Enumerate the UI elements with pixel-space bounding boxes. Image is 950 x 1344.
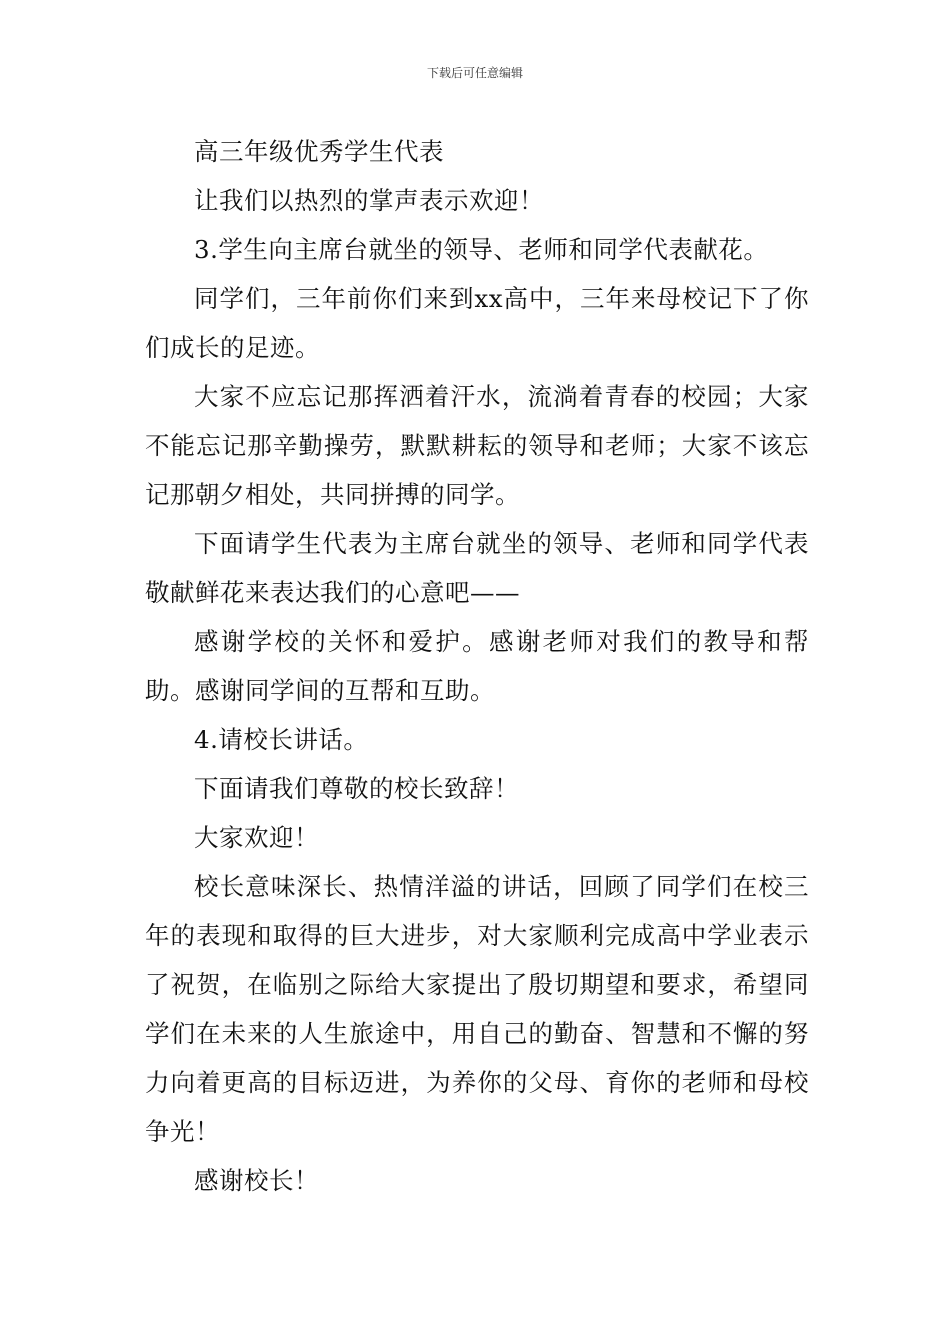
paragraph-do-not-forget: 大家不应忘记那挥洒着汗水，流淌着青春的校园；大家不能忘记那辛勤操劳，默默耕耘的领导和老师；大家不该忘记那朝夕相处，共同拼搏的同学。: [145, 382, 809, 509]
paragraph-thank-principal: 感谢校长！: [194, 1166, 319, 1195]
paragraph-present-flowers: 下面请学生代表为主席台就坐的领导、老师和同学代表敬献鲜花来表达我们的心意吧——: [145, 529, 809, 607]
paragraph-three-years: 同学们，三年前你们来到xx高中，三年来母校记下了你们成长的足迹。: [145, 284, 809, 362]
paragraph-principal-speech-summary: 校长意味深长、热情洋溢的讲话，回顾了同学们在校三年的表现和取得的巨大进步，对大家顺利完成高中学业表示了祝贺，在临别之际给大家提出了殷切期望和要求，希望同学们在未来的人生旅途中，用自己的勤奋、智慧和不懈的努力向着更高的目标迈进，为养你的父母、育你的老师和母校争光！: [145, 872, 809, 1146]
paragraph-thanks: 感谢学校的关怀和爱护。感谢老师对我们的教导和帮助。感谢同学间的互帮和互助。: [145, 627, 809, 705]
paragraph-principal-item: 4.请校长讲话。: [194, 725, 369, 754]
paragraph-welcome: 大家欢迎！: [194, 823, 319, 852]
paragraph-principal-invite: 下面请我们尊敬的校长致辞！: [194, 774, 519, 803]
paragraph-applause: 让我们以热烈的掌声表示欢迎！: [194, 186, 544, 215]
document-body: [145, 127, 809, 1205]
paragraph-representative: 高三年级优秀学生代表: [194, 137, 444, 166]
page-header-note: 下载后可任意编辑: [426, 66, 523, 80]
paragraph-flowers-item: 3.学生向主席台就坐的领导、老师和同学代表献花。: [194, 235, 769, 264]
